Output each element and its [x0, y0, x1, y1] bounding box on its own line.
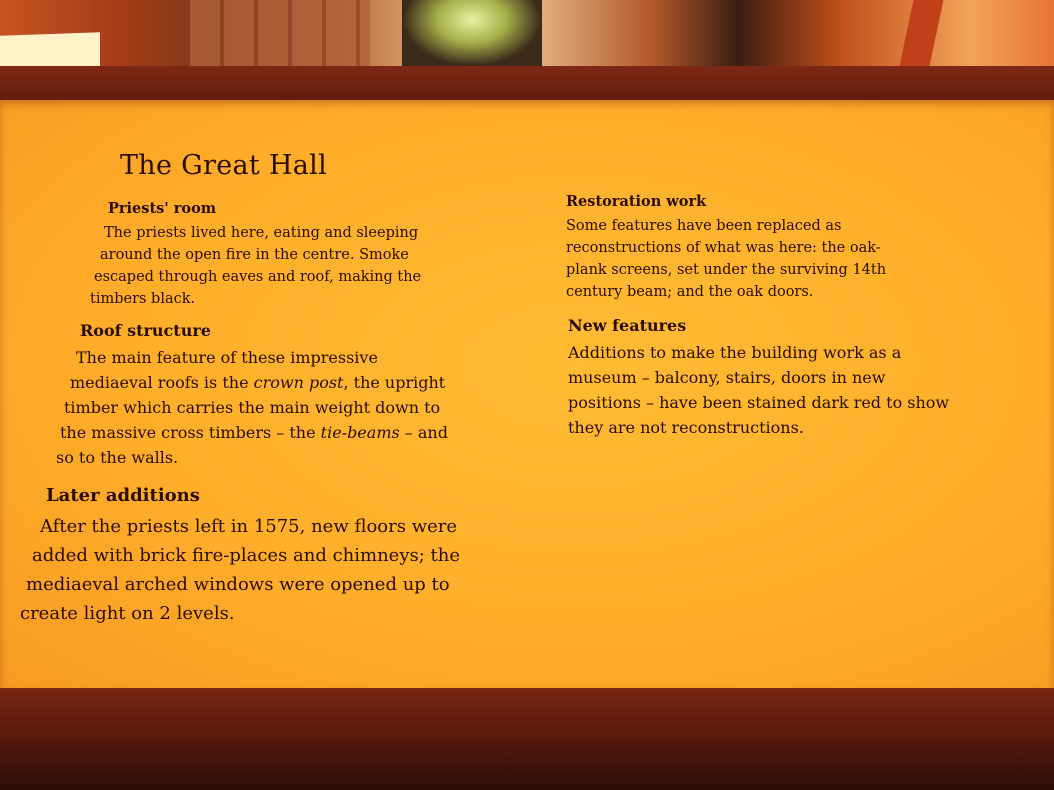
section-heading: Later additions: [46, 485, 200, 506]
body-line: plank screens, set under the surviving 14th: [566, 262, 887, 278]
section-body: [20, 512, 520, 628]
body-line: mediaeval roofs is the crown post, the upright: [70, 373, 446, 392]
body-line: escaped through eaves and roof, making the: [94, 269, 422, 285]
section-priests-room: [90, 198, 520, 310]
body-line: create light on 2 levels.: [20, 603, 235, 624]
section-body: [566, 215, 1006, 303]
sign-frame-bottom: [0, 688, 1054, 790]
section-body: [568, 340, 1028, 440]
body-line: The main feature of these impressive: [76, 348, 378, 367]
background-planter: [402, 0, 542, 66]
body-line: positions – have been stained dark red to show: [568, 393, 950, 412]
sign-title: The Great Hall: [120, 150, 328, 181]
body-line: The priests lived here, eating and sleeping: [104, 225, 419, 241]
section-restoration-work: [566, 191, 1006, 303]
body-line: the massive cross timbers – the tie-beams – and: [60, 423, 448, 442]
body-line: around the open fire in the centre. Smoke: [100, 247, 409, 263]
background-floor-tiles: [190, 0, 370, 76]
body-line: After the priests left in 1575, new floors were: [40, 516, 458, 537]
italic-term: crown post: [253, 373, 344, 392]
section-heading: Roof structure: [80, 321, 211, 340]
section-body: [90, 222, 520, 310]
italic-term: tie-beams: [320, 423, 400, 442]
section-new-features: [568, 313, 1028, 440]
body-line: reconstructions of what was here: the oak-: [566, 240, 881, 256]
body-line: timber which carries the main weight down to: [64, 398, 441, 417]
body-line: Additions to make the building work as a: [568, 343, 902, 362]
section-later-additions: [20, 481, 520, 628]
section-body: [56, 345, 526, 470]
section-heading: Priests' room: [108, 200, 217, 217]
body-line: so to the walls.: [56, 448, 179, 467]
body-line: museum – balcony, stairs, doors in new: [568, 368, 886, 387]
body-line: added with brick fire-places and chimneys; the: [32, 545, 461, 566]
body-line: mediaeval arched windows were opened up to: [26, 574, 450, 595]
body-line: Some features have been replaced as: [566, 218, 842, 234]
section-heading: New features: [568, 316, 687, 335]
body-line: century beam; and the oak doors.: [566, 284, 814, 300]
section-heading: Restoration work: [566, 193, 707, 210]
body-line: timbers black.: [90, 291, 196, 307]
section-roof-structure: [56, 318, 526, 470]
body-line: they are not reconstructions.: [568, 418, 804, 437]
